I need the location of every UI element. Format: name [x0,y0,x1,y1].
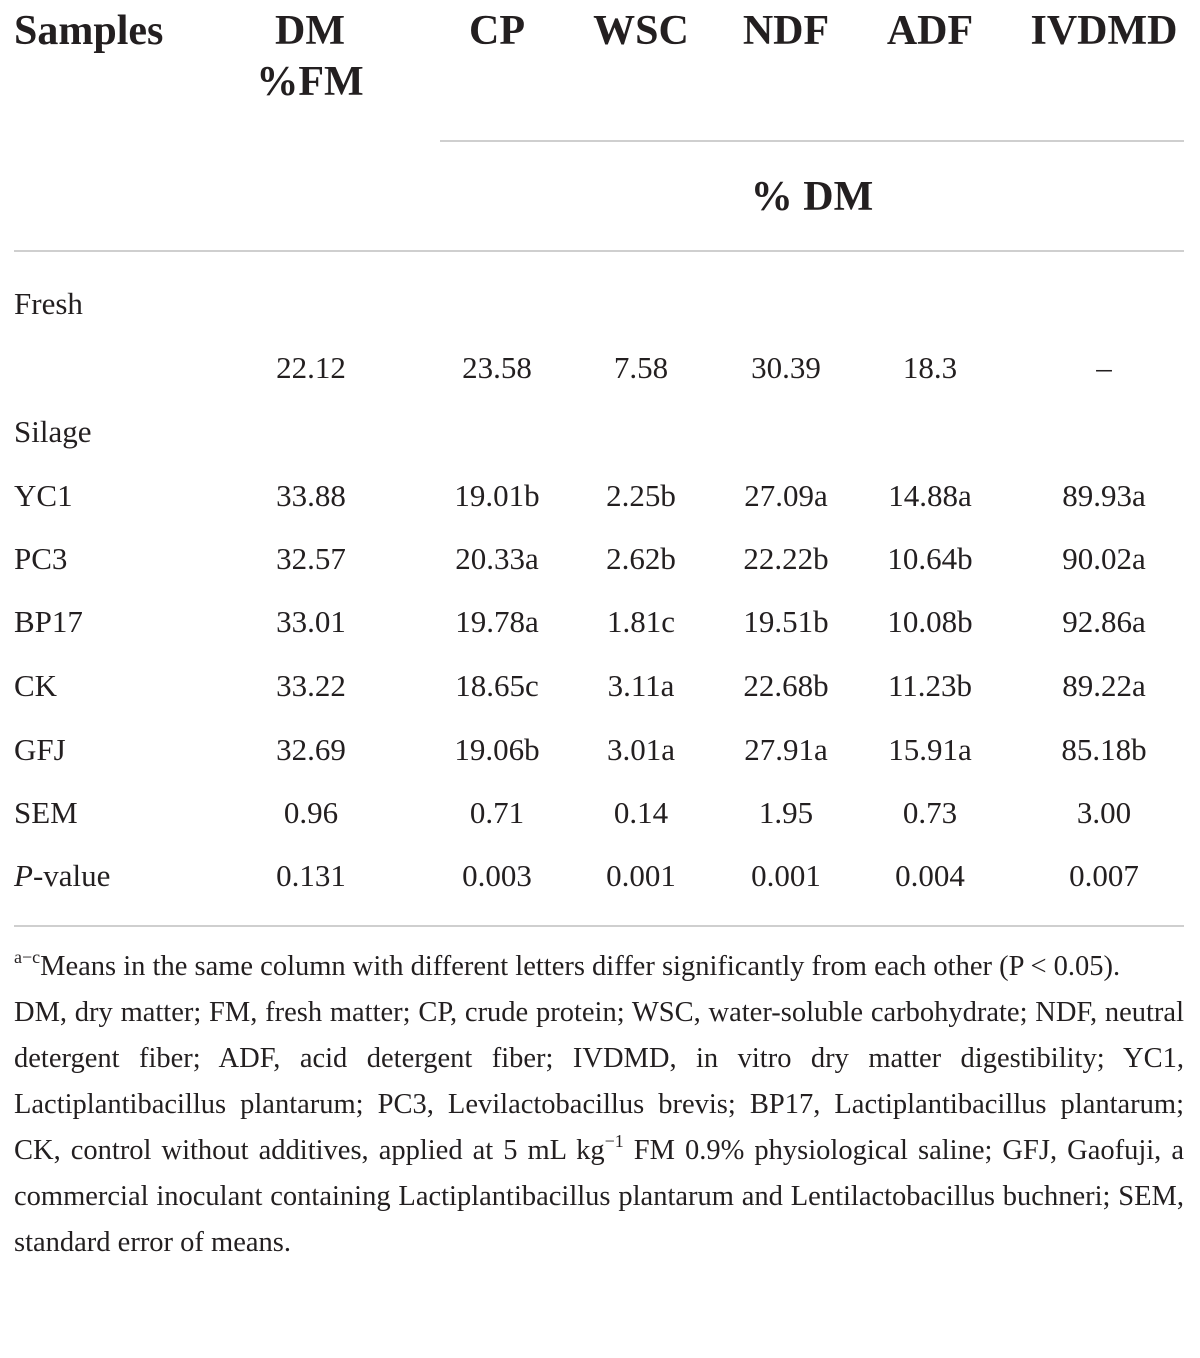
pvalue-row-cell: 0.001 [606,858,676,893]
fresh-row-cell: 22.12 [276,350,346,385]
fresh-row-cell: – [1096,350,1112,385]
table-row-cell: 33.22 [276,668,346,703]
row-label: GFJ [14,732,66,767]
table-row-cell: 0.73 [902,795,958,830]
table-row-cell: 92.86a [1062,604,1146,639]
pvalue-italic-p: P [14,858,33,893]
header-samples: Samples [14,8,164,54]
footnote-abbrev-superscript: −1 [604,1131,624,1151]
table-row-cell: 1.95 [758,795,814,830]
row-label-pvalue [14,858,110,894]
table-row-cell: 11.23b [887,668,973,703]
table-row-cell: 19.06b [454,732,540,767]
pvalue-row-cell: 0.001 [751,858,821,893]
header-ndf: NDF [742,8,830,54]
table-row-cell: 89.93a [1062,478,1146,513]
table-row-cell: 32.57 [276,541,346,576]
table-row-cell: 15.91a [888,732,972,767]
pvalue-row-cell: 0.003 [462,858,532,893]
table-row-cell: 85.18b [1061,732,1147,767]
table-row-cell: 22.68b [743,668,829,703]
header-unit-span: % DM [750,174,874,220]
fresh-row-cell: 18.3 [902,350,958,385]
table-bottom-rule [14,925,1184,927]
table-row-cell: 19.51b [743,604,829,639]
table-row-cell: 3.11a [607,668,675,703]
row-label: CK [14,668,58,703]
header-bottom-rule [14,250,1184,252]
fresh-row-cell: 30.39 [751,350,821,385]
table-row-cell: 33.01 [276,604,346,639]
table-row-cell: 90.02a [1062,541,1146,576]
group-label-fresh: Fresh [14,286,83,321]
header-dm-unit: %FM [256,59,364,105]
row-label: SEM [14,795,78,830]
table-row-cell: 20.33a [455,541,539,576]
row-label: YC1 [14,478,73,513]
table-row-cell: 27.91a [744,732,828,767]
table-row-cell: 3.00 [1076,795,1132,830]
table-row-cell: 33.88 [276,478,346,513]
table-row-cell: 0.14 [613,795,669,830]
footnote-means-text: Means in the same column with different letters differ significantly from each other (P < 0.05). [40,951,1121,982]
table-row-cell: 10.64b [887,541,973,576]
pvalue-row-cell: 0.007 [1069,858,1139,893]
footnote-abbrev-text-1: DM, dry matter; FM, fresh matter; CP, crude protein; WSC, water-soluble carbohydrate; NDF, neutral detergent fiber; ADF, acid detergent fiber; IVDMD, in vitro dry matter digestibility; YC1, Lactiplantibacillus plantarum; PC3, Levilactobacillus brevis; BP17, Lactiplantibacillus plantarum; CK, control without additives, applied at 5 mL kg [14,997,1184,1166]
table-row-cell: 89.22a [1062,668,1146,703]
footnote-abbreviations [14,990,1184,1266]
table-row-cell: 22.22b [743,541,829,576]
fresh-row-cell: 7.58 [613,350,669,385]
table-row-cell: 0.71 [469,795,525,830]
table-row-cell: 32.69 [276,732,346,767]
table-row-cell: 19.01b [454,478,540,513]
row-label: PC3 [14,541,68,576]
table-row-cell: 3.01a [606,732,675,767]
pvalue-row-cell: 0.131 [276,858,346,893]
table-row-cell: 14.88a [888,478,972,513]
table-row-cell: 27.09a [744,478,828,513]
row-label: BP17 [14,604,83,639]
table-row-cell: 18.65c [455,668,539,703]
footnote-abbrev-text-2: FM 0.9% physiological saline; GFJ, Gaofuji, a commercial inoculant containing Lactiplantibacillus plantarum and Lentilactobacillus buchneri; SEM, standard error of means. [14,1135,1184,1258]
table-row-cell: 19.78a [455,604,539,639]
header-cp: CP [469,8,525,54]
group-label-silage: Silage [14,414,92,449]
header-wsc: WSC [593,8,689,54]
table-row-cell: 0.96 [283,795,339,830]
table-row-cell: 1.81c [606,604,675,639]
table-footnotes [14,944,1184,1266]
footnote-superscript: a−c [14,947,41,967]
pvalue-row-cell: 0.004 [895,858,965,893]
table-row-cell: 10.08b [887,604,973,639]
header-ivdmd: IVDMD [1030,8,1178,54]
header-span-rule [440,140,1184,142]
table-row-cell: 2.25b [606,478,676,513]
header-adf: ADF [886,8,974,54]
pvalue-label-rest: -value [32,858,111,893]
fresh-row-cell: 23.58 [462,350,532,385]
footnote-significance [14,944,1184,990]
header-dm: DM [275,8,345,54]
table-row-cell: 2.62b [606,541,676,576]
